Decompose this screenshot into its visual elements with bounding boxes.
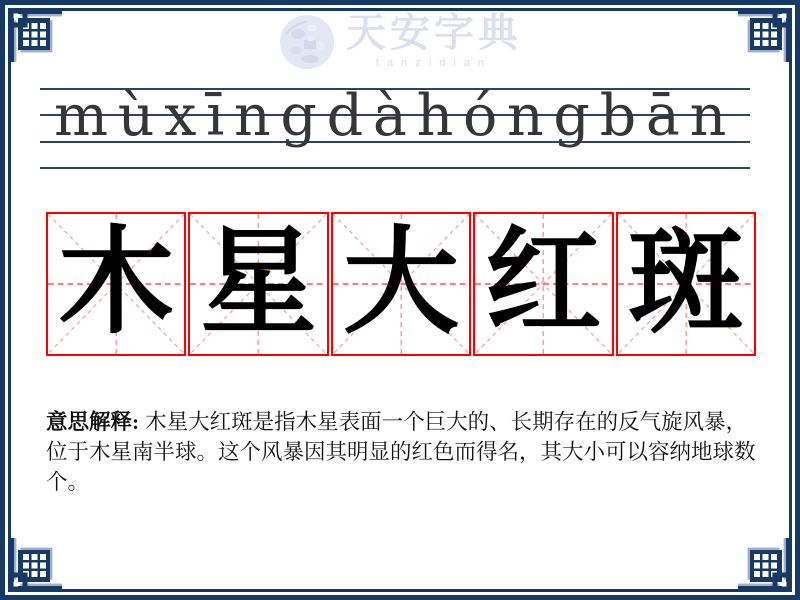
character-glyph: 红 — [485, 220, 602, 348]
definition-text: 木星大红斑是指木星表面一个巨大的、长期存在的反气旋风暴，位于木星南半球。这个风暴因其明显的红色而得名，其大小可以容纳地球数个。 — [46, 410, 756, 494]
definition-section — [46, 407, 758, 497]
logo-subtitle: tanzidian — [375, 57, 493, 69]
character-glyph: 大 — [343, 220, 460, 348]
character-glyph: 星 — [200, 220, 317, 348]
pinyin-syllable: xīng — [164, 83, 327, 149]
character-box — [46, 212, 186, 356]
character-grid — [46, 212, 756, 356]
logo-text-block — [346, 10, 522, 69]
character-box — [331, 212, 471, 356]
fret-knot-corner-icon — [738, 538, 794, 594]
site-logo — [0, 12, 800, 70]
pinyin-syllable: mù — [54, 83, 165, 149]
character-box — [473, 212, 613, 356]
pinyin-syllable: dà — [326, 83, 417, 149]
character-glyph: 木 — [58, 220, 175, 348]
pinyin-syllable: hóng — [416, 83, 600, 149]
character-box — [616, 212, 756, 356]
character-glyph: 斑 — [627, 220, 744, 348]
pinyin-guide-line — [40, 167, 750, 169]
definition-label: 意思解释: — [46, 410, 140, 434]
seal-globe-icon — [278, 12, 336, 70]
fret-knot-corner-icon — [6, 538, 62, 594]
pinyin-syllable: bān — [599, 83, 736, 149]
pinyin-guide — [40, 83, 750, 172]
logo-title: 天安字典 — [346, 10, 522, 55]
character-box — [188, 212, 328, 356]
pinyin-text — [40, 83, 750, 149]
